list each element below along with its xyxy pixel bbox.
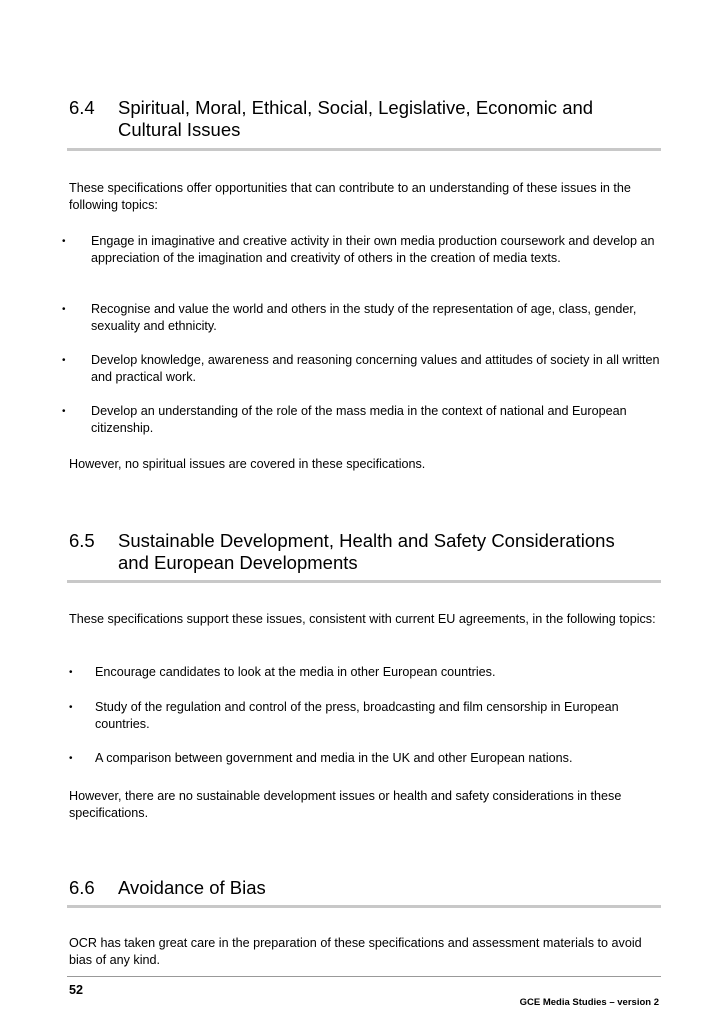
- section-number: 6.5: [69, 530, 95, 551]
- list-item: [62, 233, 662, 267]
- list-item: [69, 750, 669, 767]
- list-item-text: Encourage candidates to look at the media in other European countries.: [95, 665, 496, 679]
- section-title-line-1: Sustainable Development, Health and Safety Considerations: [118, 530, 615, 551]
- bullet-icon: •: [62, 355, 66, 366]
- list-item-text: Recognise and value the world and others in the study of the representation of age, class, gender, sexuality and ethnicity.: [91, 302, 637, 333]
- bullet-icon: •: [69, 753, 73, 764]
- list-item-text: Develop an understanding of the role of the mass media in the context of national and European citizenship.: [91, 404, 627, 435]
- section-number: 6.4: [69, 97, 95, 118]
- section-closing: However, there are no sustainable development issues or health and safety considerations in these specifications.: [69, 789, 622, 820]
- list-item-text: A comparison between government and media in the UK and other European nations.: [95, 751, 573, 765]
- list-item: [62, 403, 662, 437]
- list-item: [62, 301, 662, 335]
- section-title-line-2: and European Developments: [118, 552, 358, 573]
- section-divider: [67, 148, 661, 151]
- list-item: [69, 664, 669, 681]
- list-item-text: Study of the regulation and control of the press, broadcasting and film censorship in European countries.: [95, 700, 619, 731]
- section-title-line-1: Spiritual, Moral, Ethical, Social, Legislative, Economic and: [118, 97, 594, 118]
- bullet-icon: •: [62, 236, 66, 247]
- bullet-icon: •: [62, 304, 66, 315]
- section-heading-6-4: [69, 97, 669, 141]
- section-intro: OCR has taken great care in the preparation of these specifications and assessment materials to avoid bias of any kind.: [69, 936, 642, 967]
- page-number: 52: [69, 983, 84, 997]
- bullet-icon: •: [62, 406, 66, 417]
- section-heading-6-6: [69, 877, 669, 899]
- section-closing: However, no spiritual issues are covered in these specifications.: [69, 457, 426, 471]
- list-item-text: Develop knowledge, awareness and reasoning concerning values and attitudes of society in all written and practical work.: [91, 353, 660, 384]
- section-intro: These specifications offer opportunities that can contribute to an understanding of these issues in the following topics:: [69, 181, 631, 212]
- section-divider: [67, 905, 661, 908]
- section-number: 6.6: [69, 877, 95, 898]
- section-heading-6-5: [69, 530, 669, 574]
- bullet-icon: •: [69, 702, 73, 713]
- footer-divider: [67, 976, 661, 977]
- section-title-line-2: Cultural Issues: [118, 119, 241, 140]
- list-item: [62, 352, 662, 386]
- section-divider: [67, 580, 661, 583]
- list-item: [69, 699, 669, 733]
- list-item-text: Engage in imaginative and creative activity in their own media production coursework and develop an appreciation of the imagination and creativity of others in the creation of media texts.: [91, 234, 655, 265]
- section-intro: These specifications support these issues, consistent with current EU agreements, in the following topics:: [69, 612, 656, 626]
- section-title-line-1: Avoidance of Bias: [118, 877, 266, 898]
- document-title: GCE Media Studies – version 2: [519, 997, 659, 1008]
- bullet-icon: •: [69, 667, 73, 678]
